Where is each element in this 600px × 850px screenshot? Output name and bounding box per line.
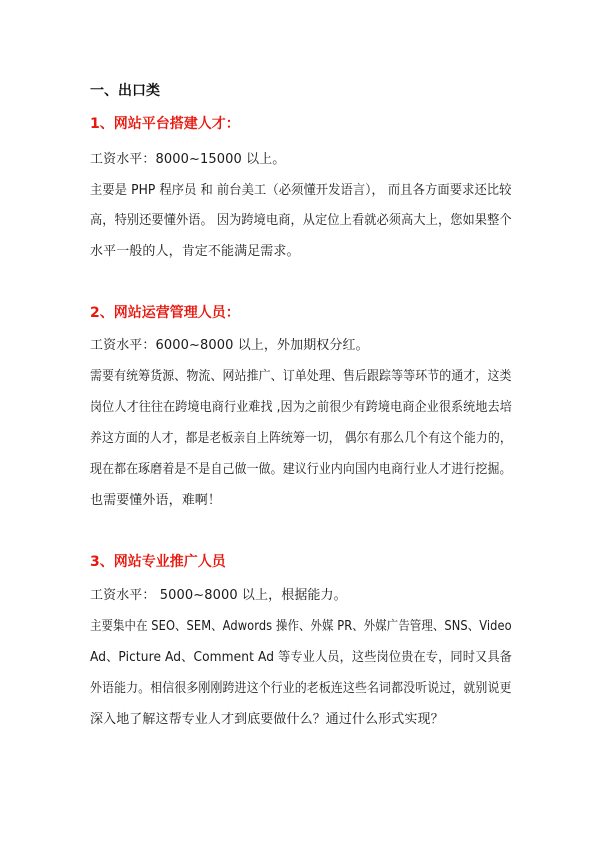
section-1-salary: 工资水平：8000~15000 以上。 [90, 152, 286, 167]
section-2-line-3: 养这方面的人才，都是老板亲自上阵统筹一切， 偶尔有那么几个有这个能力的， [90, 431, 512, 446]
section-3-line-1: 主要集中在 SEO、SEM、Adwords 操作、外媒 PR、外媒广告管理、SNS、Video [90, 619, 512, 634]
section-3-line-3: 外语能力。相信很多刚刚跨进这个行业的老板连这些名词都没听说过，就别说更 [90, 681, 512, 696]
section-1-title: 1、网站平台搭建人才： [90, 116, 240, 132]
section-3-title: 3、网站专业推广人员 [90, 554, 226, 570]
section-2-line-4: 现在都在琢磨着是不是自己做一做。建议行业内向国内电商行业人才进行挖掘。 [90, 462, 512, 477]
section-2-title: 2、网站运营管理人员： [90, 305, 240, 321]
section-2-line-1: 需要有统筹货源、物流、网站推广、订单处理、售后跟踪等等环节的通才，这类 [90, 369, 512, 384]
section-1-line-3: 水平一般的人，肯定不能满足需求。 [90, 244, 300, 259]
section-3-line-4: 深入地了解这帮专业人才到底要做什么？通过什么形式实现？ [90, 712, 444, 727]
category-heading: 一、出口类 [90, 83, 160, 99]
section-1-line-1: 主要是 PHP 程序员 和 前台美工（必须懂开发语言）， 而且各方面要求还比较 [90, 183, 512, 198]
section-3-salary: 工资水平： 5000~8000 以上，根据能力。 [90, 588, 347, 603]
section-1-line-2: 高，特别还要懂外语。 因为跨境电商，从定位上看就必须高大上，您如果整个 [90, 213, 512, 228]
section-2-line-2: 岗位人才往往在跨境电商行业难找 ,因为之前很少有跨境电商企业很系统地去培 [90, 400, 512, 415]
section-3-line-2: Ad、Picture Ad、Comment Ad 等专业人员，这些岗位贵在专，同时又具备 [90, 650, 512, 665]
section-2-line-5: 也需要懂外语，难啊！ [90, 493, 222, 508]
section-2-salary: 工资水平：6000~8000 以上，外加期权分红。 [90, 338, 369, 353]
